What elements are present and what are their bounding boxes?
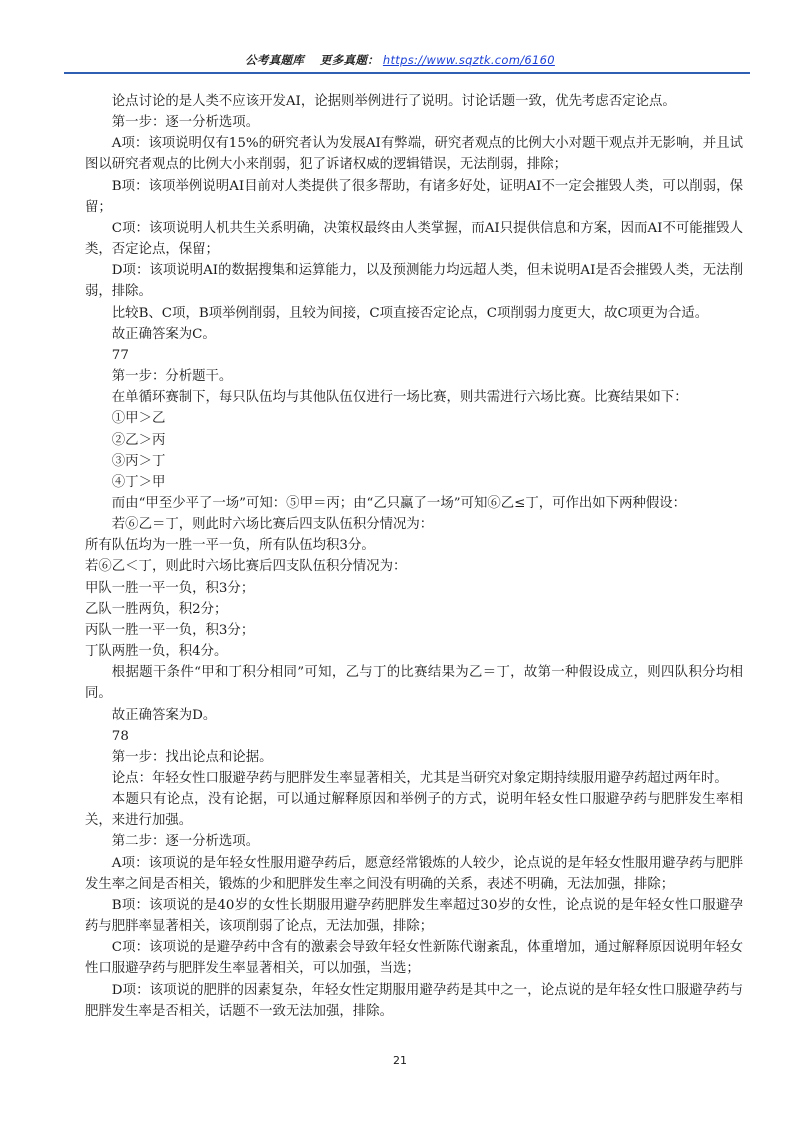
question-number: 77 (111, 347, 129, 363)
header-brand: 公考真题库 (245, 53, 305, 67)
paragraph: 论点讨论的是人类不应该开发AI，论据则举例进行了说明。讨论话题一致，优先考虑否定论点。 (111, 94, 676, 109)
paragraph: ①甲＞乙 (111, 411, 166, 427)
header-divider (64, 72, 750, 74)
paragraph: B项：该项举例说明AI目前对人类提供了很多帮助，有诸多好处，证明AI不一定会摧毁人类，可以削弱，保留； (85, 178, 743, 215)
paragraph: 若⑥乙＜丁，则此时六场比赛后四支队伍积分情况为： (85, 559, 407, 575)
paragraph: ④丁＞甲 (111, 474, 166, 490)
paragraph: 所有队伍均为一胜一平一负，所有队伍均积3分。 (85, 538, 375, 554)
paragraph: 第一步：分析题干。 (111, 369, 233, 385)
paragraph: 甲队一胜一平一负，积3分； (85, 580, 255, 596)
paragraph: 故正确答案为C。 (111, 326, 216, 342)
paragraph: A项：该项说的是年轻女性服用避孕药后，愿意经常锻炼的人较少，论点说的是年轻女性服用避孕药与肥胖发生率之间是否相关，锻炼的少和肥胖发生率之间没有明确的关系，表述不明确，无法加强，排除； (85, 855, 743, 892)
paragraph: 本题只有论点，没有论据，可以通过解释原因和举例子的方式，说明年轻女性口服避孕药与肥胖发生率相关，来进行加强。 (85, 792, 743, 829)
paragraph: 丁队两胜一负，积4分。 (85, 644, 228, 660)
paragraph: 在单循环赛制下，每只队伍均与其他队伍仅进行一场比赛，则共需进行六场比赛。比赛结果如下： (111, 390, 688, 406)
header-more-label: 更多真题： (319, 53, 379, 67)
page-header (0, 52, 800, 68)
paragraph: 根据题干条件“甲和丁积分相同”可知，乙与丁的比赛结果为乙＝丁，故第一种假设成立，则四队积分均相同。 (85, 665, 743, 702)
paragraph: 若⑥乙＝丁，则此时六场比赛后四支队伍积分情况为： (111, 517, 434, 533)
paragraph: B项：该项说的是40岁的女性长期服用避孕药肥胖发生率超过30岁的女性，论点说的是年轻女性口服避孕药与肥胖率显著相关，该项削弱了论点，无法加强，排除； (85, 897, 743, 935)
question-number: 78 (111, 728, 129, 744)
document-body (85, 91, 743, 1022)
paragraph: C项：该项说的是避孕药中含有的激素会导致年轻女性新陈代谢紊乱，体重增加，通过解释原因说明年轻女性口服避孕药与肥胖发生率显著相关，可以加强，当选； (85, 940, 743, 977)
paragraph: 第一步：找出论点和论据。 (111, 749, 273, 765)
paragraph: 故正确答案为D。 (111, 707, 217, 723)
paragraph: ②乙＞丙 (111, 432, 166, 448)
paragraph: 比较B、C项，B项举例削弱，且较为间接，C项直接否定论点，C项削弱力度更大，故C项更为合适。 (111, 305, 709, 321)
paragraph: 第二步：逐一分析选项。 (111, 834, 260, 850)
page-number: 21 (393, 1054, 407, 1067)
paragraph: A项：该项说明仅有15%的研究者认为发展AI有弊端，研究者观点的比例大小对题干观点并无影响，并且试图以研究者观点的比例大小来削弱，犯了诉诸权威的逻辑错误，无法削弱，排除； (85, 136, 743, 173)
paragraph: D项：该项说的肥胖的因素复杂，年轻女性定期服用避孕药是其中之一，论点说的是年轻女性口服避孕药与肥胖发生率是否相关，话题不一致无法加强，排除。 (85, 982, 743, 1019)
paragraph: 而由“甲至少平了一场”可知：⑤甲＝丙；由“乙只赢了一场”可知⑥乙≤丁，可作出如下两种假设： (111, 495, 687, 511)
paragraph: 论点：年轻女性口服避孕药与肥胖发生率显著相关，尤其是当研究对象定期持续服用避孕药超过两年时。 (111, 771, 728, 786)
paragraph: ③丙＞丁 (111, 453, 166, 469)
paragraph: 第一步：逐一分析选项。 (111, 115, 260, 131)
paragraph: C项：该项说明人机共生关系明确，决策权最终由人类掌握，而AI只提供信息和方案，因而AI不可能摧毁人类，否定论点，保留； (85, 220, 743, 258)
paragraph: 丙队一胜一平一负，积3分； (85, 622, 255, 638)
header-url-link[interactable]: https://www.sqztk.com/6160 (382, 53, 555, 67)
paragraph: D项：该项说明AI的数据搜集和运算能力，以及预测能力均远超人类，但未说明AI是否会摧毁人类，无法削弱，排除。 (85, 263, 743, 300)
paragraph: 乙队一胜两负，积2分； (85, 601, 228, 617)
